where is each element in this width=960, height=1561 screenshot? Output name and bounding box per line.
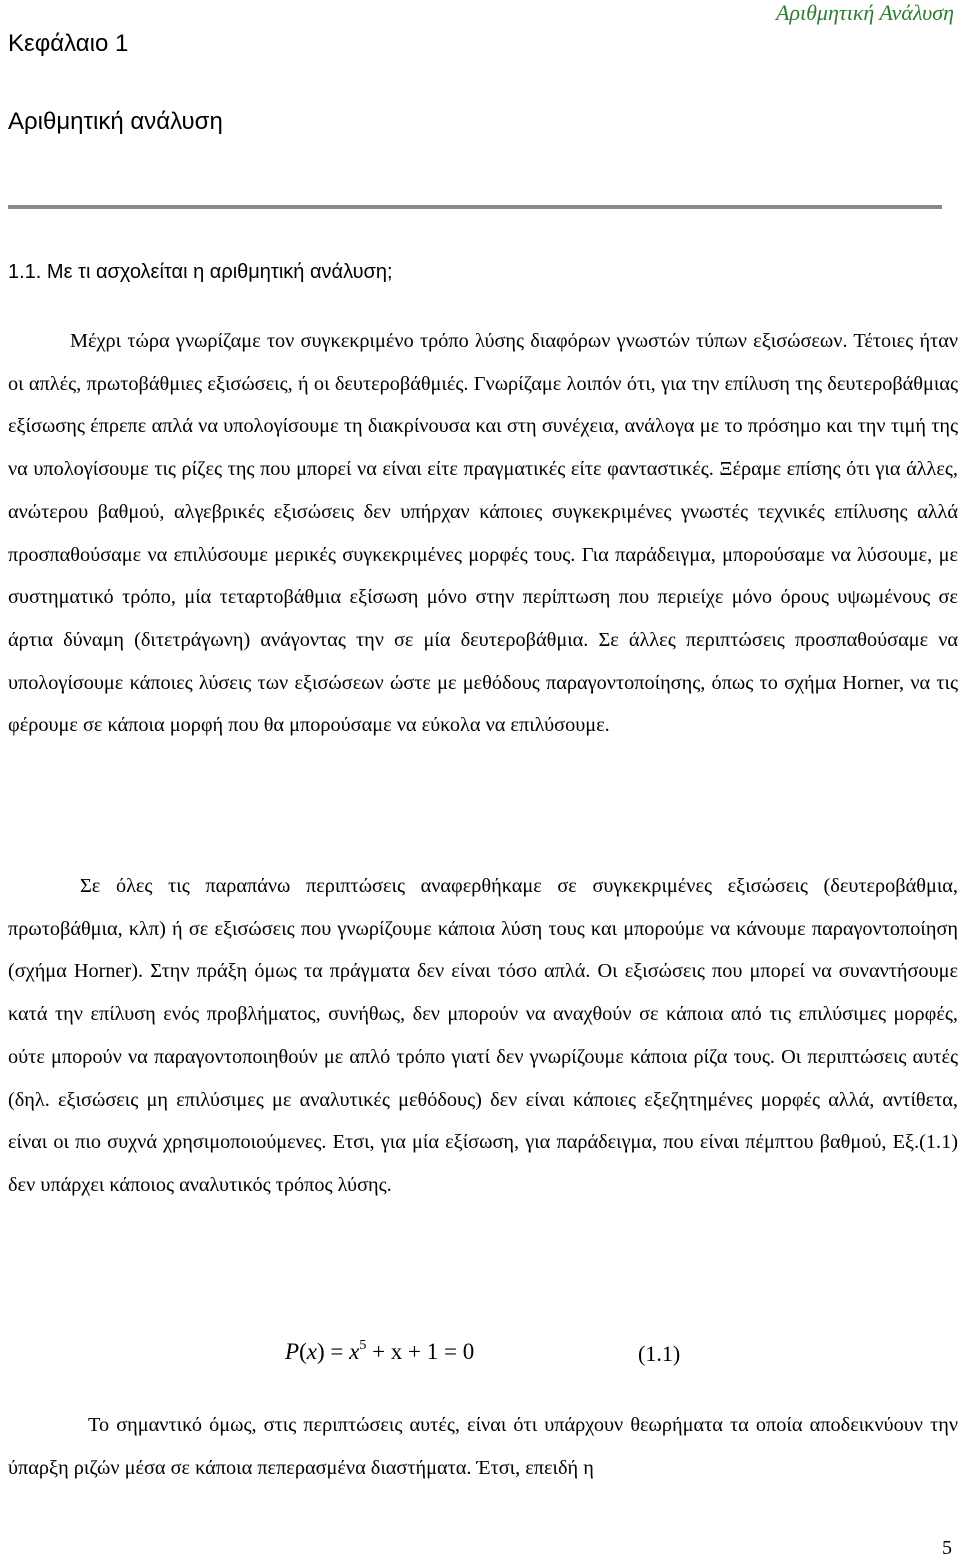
page-number: 5 xyxy=(942,1537,952,1559)
section-heading: 1.1. Με τι ασχολείται η αριθμητική ανάλυση; xyxy=(8,261,393,283)
equation-argument: x xyxy=(306,1339,317,1364)
running-header: Αριθμητική Ανάλυση xyxy=(776,0,954,25)
body-paragraph-2: Σε όλες τις παραπάνω περιπτώσεις αναφερθήκαμε σε συγκεκριμένες εξισώσεις (δευτεροβάθμια, πρωτοβάθμια, κλπ) ή σε εξισώσεις που γνωρίζουμε κάποια λύση τους και μπορούμε να κάνουμε παραγοντοποίηση (σχήμα Horner). Στην πράξη όμως τα πράγματα δεν είναι τόσο απλά. Οι εξισώσεις που μπορεί να συναντήσουμε κατά την επίλυση ενός προβλήματος, συνήθως, δεν μπορούν να αναχθούν σε κάποια από τις επιλύσιμες μορφές, ούτε μπορούν να παραγοντοποιηθούν με απλό τρόπο γιατί δεν γνωρίζουμε κάποια ρίζα τους. Οι περιπτώσεις αυτές (δηλ. εξισώσεις μη επιλύσιμες με αναλυτικές μεθόδους) δεν είναι κάποιες εξεζητημένες μορφές αλλά, αντίθετα, είναι οι πιο συχνά χρησιμοποιούμενες. Ετσι, για μία εξίσωση, για παράδειγμα, που είναι πέμπτου βαθμού, Εξ.(1.1) δεν υπάρχει κάποιος αναλυτικός τρόπος λύσης. xyxy=(8,875,958,1196)
equation-number: (1.1) xyxy=(638,1341,681,1366)
body-paragraph-3: Το σημαντικό όμως, στις περιπτώσεις αυτές, είναι ότι υπάρχουν θεωρήματα τα οποία αποδεικνύουν την ύπαρξη ριζών μέσα σε κάποια πεπερασμένα διαστήματα. Έτσι, επειδή η xyxy=(8,1414,958,1479)
equation-equals: ) = xyxy=(316,1339,350,1364)
chapter-label: Κεφάλαιο 1 xyxy=(8,30,129,57)
equation-1-1 xyxy=(285,1326,474,1372)
body-paragraph-1: Μέχρι τώρα γνωρίζαμε τον συγκεκριμένο τρόπο λύσης διαφόρων γνωστών τύπων εξισώσεων. Τέτοιες ήταν οι απλές, πρωτοβάθμιες εξισώσεις, ή οι δευτεροβάθμιές. Γνωρίζαμε λοιπόν ότι, για την επίλυση της δευτεροβάθμιας εξίσωσης έπρεπε απλά να υπολογίσουμε τη διακρίνουσα και στη συνέχεια, ανάλογα με το πρόσημο και την τιμή της να υπολογίσουμε τις ρίζες της που μπορεί να είναι είτε πραγματικές είτε φανταστικές. Ξέραμε επίσης ότι για άλλες, ανώτερου βαθμού, αλγεβρικές εξισώσεις δεν υπήρχαν κάποιες συγκεκριμένες γνωστές τεχνικές επίλυσης αλλά προσπαθούσαμε να επιλύσουμε μερικές συγκεκριμένες μορφές τους. Για παράδειγμα, μπορούσαμε να λύσουμε, με συστηματικό τρόπο, μία τεταρτοβάθμια εξίσωση μόνο στην περίπτωση που περιείχε μόνο όρους υψωμένους σε άρτια δύναμη (διτετράγωνη) ανάγοντας την σε μία δευτεροβάθμια. Σε άλλες περιπτώσεις προσπαθούσαμε να υπολογίσουμε κάποιες λύσεις των εξισώσεων ώστε με μεθόδους παραγοντοποίησης, όπως το σχήμα Horner, να τις φέρουμε σε κάποια μορφή που θα μπορούσαμε να εύκολα να επιλύσουμε. xyxy=(8,330,958,737)
equation-exponent: 5 xyxy=(359,1338,367,1353)
equation-function: P xyxy=(285,1339,300,1364)
horizontal-rule xyxy=(8,205,942,209)
chapter-title: Αριθμητική ανάλυση xyxy=(8,108,223,135)
equation-rest: + x + 1 = 0 xyxy=(366,1339,475,1364)
equation-base: x xyxy=(349,1339,360,1364)
equation-open-paren: ( xyxy=(299,1339,307,1364)
